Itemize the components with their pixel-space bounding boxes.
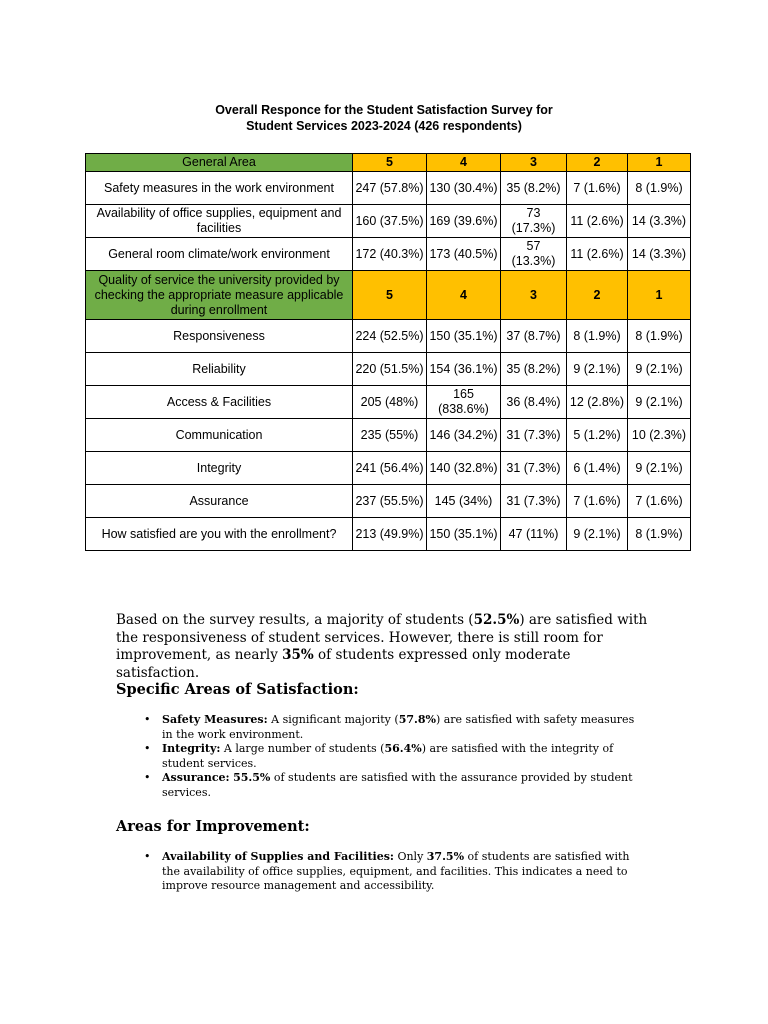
cell-rating-4: 140 (32.8%) xyxy=(427,452,501,485)
table-header-row xyxy=(86,154,691,172)
bullet-icon: • xyxy=(144,713,151,726)
cell-rating-3: 31 (7.3%) xyxy=(501,419,567,452)
list-item xyxy=(144,850,644,894)
cell-rating-4: 146 (34.2%) xyxy=(427,419,501,452)
cell-rating-1: 14 (3.3%) xyxy=(628,205,691,238)
cell-rating-1: 7 (1.6%) xyxy=(628,485,691,518)
item-value: 56.4% xyxy=(384,742,422,755)
cell-rating-4: 150 (35.1%) xyxy=(427,320,501,353)
item-text: of students are satisfied with the assurance provided by student services. xyxy=(162,771,633,799)
section-header-row xyxy=(86,271,691,320)
header-rating-5: 5 xyxy=(353,154,427,172)
item-text: A large number of students ( xyxy=(220,742,385,755)
cell-rating-5: 205 (48%) xyxy=(353,386,427,419)
section-rating-1: 1 xyxy=(628,271,691,320)
cell-rating-3: 57 (13.3%) xyxy=(501,238,567,271)
section-rating-5: 5 xyxy=(353,271,427,320)
cell-rating-2: 11 (2.6%) xyxy=(567,205,628,238)
bullet-icon: • xyxy=(144,742,151,755)
list-item xyxy=(144,742,644,771)
section-rating-3: 3 xyxy=(501,271,567,320)
item-text: ) are satisfied with safety measures in the work environment. xyxy=(162,713,635,741)
table-row xyxy=(86,172,691,205)
improvement-list xyxy=(144,850,644,894)
cell-rating-5: 224 (52.5%) xyxy=(353,320,427,353)
cell-rating-2: 11 (2.6%) xyxy=(567,238,628,271)
row-label: How satisfied are you with the enrollment? xyxy=(86,518,353,551)
cell-rating-1: 14 (3.3%) xyxy=(628,238,691,271)
cell-rating-5: 220 (51.5%) xyxy=(353,353,427,386)
cell-rating-2: 7 (1.6%) xyxy=(567,172,628,205)
header-rating-1: 1 xyxy=(628,154,691,172)
cell-rating-3: 73 (17.3%) xyxy=(501,205,567,238)
list-item xyxy=(144,771,644,800)
survey-results-table xyxy=(85,153,691,551)
cell-rating-4: 173 (40.5%) xyxy=(427,238,501,271)
table-row xyxy=(86,386,691,419)
cell-rating-2: 12 (2.8%) xyxy=(567,386,628,419)
cell-rating-1: 8 (1.9%) xyxy=(628,320,691,353)
bullet-icon: • xyxy=(144,850,151,863)
item-value: 57.8% xyxy=(398,713,436,726)
table-row xyxy=(86,320,691,353)
cell-rating-2: 8 (1.9%) xyxy=(567,320,628,353)
cell-rating-5: 247 (57.8%) xyxy=(353,172,427,205)
header-rating-4: 4 xyxy=(427,154,501,172)
cell-rating-3: 47 (11%) xyxy=(501,518,567,551)
header-rating-2: 2 xyxy=(567,154,628,172)
item-title: Integrity: xyxy=(162,742,221,755)
item-text: A significant majority ( xyxy=(267,713,399,726)
cell-rating-4: 154 (36.1%) xyxy=(427,353,501,386)
cell-rating-5: 213 (49.9%) xyxy=(353,518,427,551)
cell-rating-5: 237 (55.5%) xyxy=(353,485,427,518)
cell-rating-2: 9 (2.1%) xyxy=(567,353,628,386)
table-row xyxy=(86,419,691,452)
improvement-heading: Areas for Improvement: xyxy=(116,818,310,835)
row-label: General room climate/work environment xyxy=(86,238,353,271)
table-row xyxy=(86,238,691,271)
cell-rating-5: 172 (40.3%) xyxy=(353,238,427,271)
row-label: Responsiveness xyxy=(86,320,353,353)
item-text: Only xyxy=(393,850,427,863)
cell-rating-1: 9 (2.1%) xyxy=(628,353,691,386)
cell-rating-5: 241 (56.4%) xyxy=(353,452,427,485)
table-row xyxy=(86,485,691,518)
item-value: 37.5% xyxy=(426,850,465,863)
cell-rating-3: 36 (8.4%) xyxy=(501,386,567,419)
cell-rating-4: 145 (34%) xyxy=(427,485,501,518)
row-label: Access & Facilities xyxy=(86,386,353,419)
document-title xyxy=(0,102,768,134)
cell-rating-1: 8 (1.9%) xyxy=(628,518,691,551)
cell-rating-1: 9 (2.1%) xyxy=(628,452,691,485)
summary-value: 52.5% xyxy=(473,612,520,628)
item-title: Assurance: xyxy=(162,771,230,784)
section-header-quality-of-service: Quality of service the university provided by checking the appropriate measure applicable during enrollment xyxy=(86,271,353,320)
summary-value: 35% xyxy=(282,647,314,663)
cell-rating-4: 130 (30.4%) xyxy=(427,172,501,205)
summary-text: Based on the survey results, a majority of students ( xyxy=(116,612,474,628)
cell-rating-3: 35 (8.2%) xyxy=(501,353,567,386)
header-general-area: General Area xyxy=(86,154,353,172)
section-rating-4: 4 xyxy=(427,271,501,320)
cell-rating-5: 160 (37.5%) xyxy=(353,205,427,238)
cell-rating-2: 7 (1.6%) xyxy=(567,485,628,518)
summary-paragraph xyxy=(116,612,656,682)
cell-rating-4: 165 (838.6%) xyxy=(427,386,501,419)
row-label: Integrity xyxy=(86,452,353,485)
item-text: of students are satisfied with the availability of office supplies, equipment, and facilities. This indicates a need to improve resource management and accessibility. xyxy=(162,850,630,892)
cell-rating-4: 150 (35.1%) xyxy=(427,518,501,551)
item-text: ) are satisfied with the integrity of student services. xyxy=(162,742,614,770)
cell-rating-4: 169 (39.6%) xyxy=(427,205,501,238)
row-label: Availability of office supplies, equipment and facilities xyxy=(86,205,353,238)
item-title: Safety Measures: xyxy=(162,713,268,726)
row-label: Reliability xyxy=(86,353,353,386)
summary-text: ) are satisfied with the responsiveness of student services. However, there is still room for improvement, as nearly xyxy=(116,612,648,663)
table-row xyxy=(86,353,691,386)
cell-rating-3: 31 (7.3%) xyxy=(501,485,567,518)
row-label: Safety measures in the work environment xyxy=(86,172,353,205)
title-line-2: Student Services 2023-2024 (426 respondents) xyxy=(246,119,522,133)
satisfaction-list xyxy=(144,713,644,800)
table-row xyxy=(86,452,691,485)
cell-rating-5: 235 (55%) xyxy=(353,419,427,452)
cell-rating-3: 31 (7.3%) xyxy=(501,452,567,485)
summary-text: of students expressed only moderate satisfaction. xyxy=(116,647,571,681)
cell-rating-1: 8 (1.9%) xyxy=(628,172,691,205)
cell-rating-3: 35 (8.2%) xyxy=(501,172,567,205)
cell-rating-1: 9 (2.1%) xyxy=(628,386,691,419)
row-label: Communication xyxy=(86,419,353,452)
list-item xyxy=(144,713,644,742)
title-line-1: Overall Responce for the Student Satisfaction Survey for xyxy=(215,103,553,117)
section-rating-2: 2 xyxy=(567,271,628,320)
table-row xyxy=(86,518,691,551)
satisfaction-heading: Specific Areas of Satisfaction: xyxy=(116,681,359,698)
row-label: Assurance xyxy=(86,485,353,518)
cell-rating-1: 10 (2.3%) xyxy=(628,419,691,452)
header-rating-3: 3 xyxy=(501,154,567,172)
item-value: 55.5% xyxy=(233,771,271,784)
bullet-icon: • xyxy=(144,771,151,784)
cell-rating-2: 5 (1.2%) xyxy=(567,419,628,452)
cell-rating-3: 37 (8.7%) xyxy=(501,320,567,353)
item-title: Availability of Supplies and Facilities: xyxy=(162,850,394,863)
cell-rating-2: 9 (2.1%) xyxy=(567,518,628,551)
cell-rating-2: 6 (1.4%) xyxy=(567,452,628,485)
table-row xyxy=(86,205,691,238)
